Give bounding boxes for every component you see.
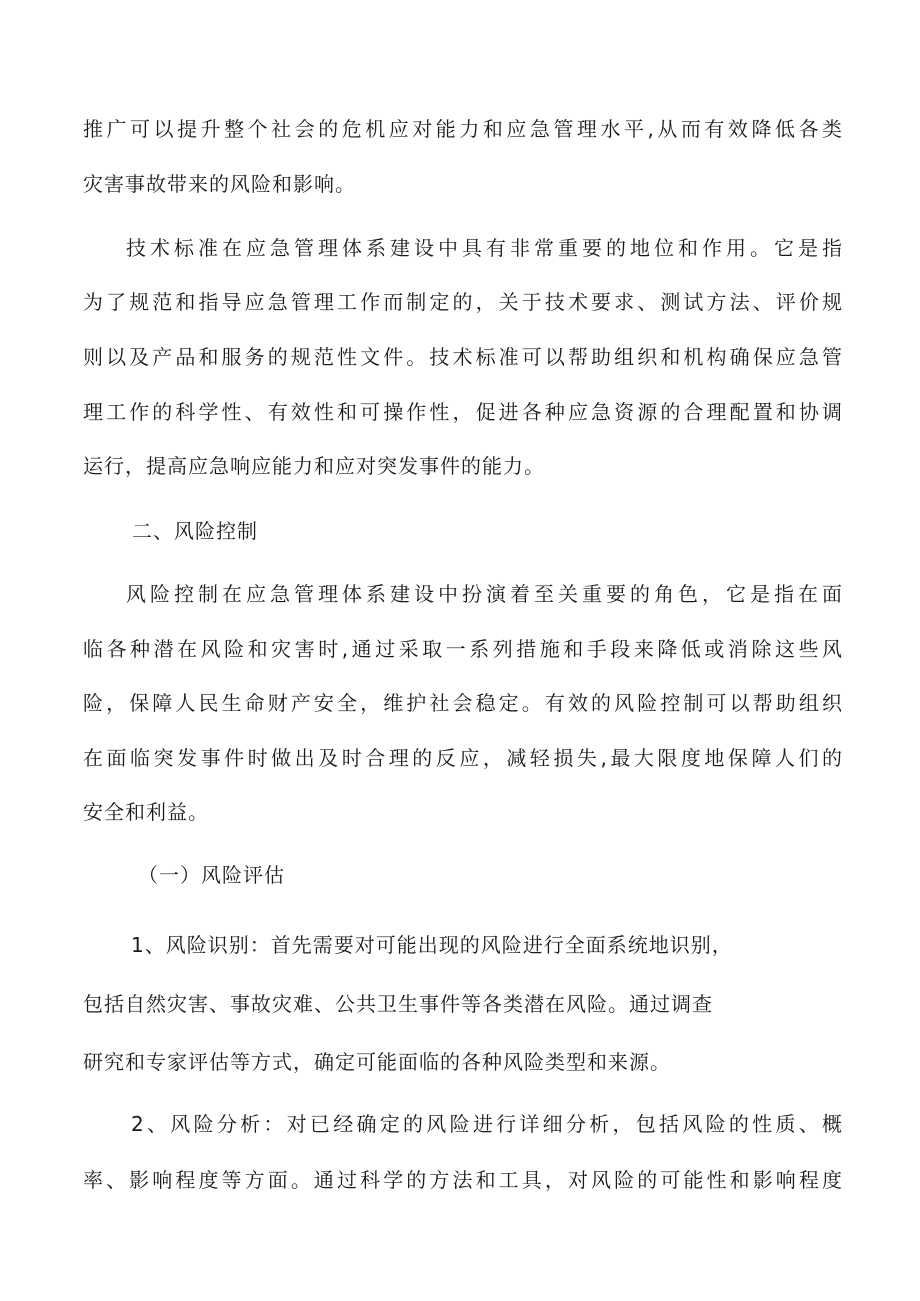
paragraph-line: 在面临突发事件时做出及时合理的反应，减轻损失,最大限度地保障人们的 [83, 746, 843, 770]
list-item-line: 研究和专家评估等方式，确定可能面临的各种风险类型和来源。 [83, 1050, 671, 1074]
paragraph-line: 临各种潜在风险和灾害时,通过采取一系列措施和手段来降低或消除这些风 [83, 637, 843, 661]
list-item-line: 率、影响程度等方面。通过科学的方法和工具，对风险的可能性和影响程度 [83, 1168, 843, 1192]
paragraph-line: 风险控制在应急管理体系建设中扮演着至关重要的角色，它是指在面 [126, 582, 843, 606]
paragraph-line: 灾害事故带来的风险和影响。 [83, 172, 356, 196]
paragraph-line: 理工作的科学性、有效性和可操作性，促进各种应急资源的合理配置和协调 [83, 400, 843, 424]
subsection-title: （一）风险评估 [138, 863, 285, 887]
paragraph-line: 技术标准在应急管理体系建设中具有非常重要的地位和作用。它是指 [126, 236, 843, 260]
list-item-line: 2、风险分析：对已经确定的风险进行详细分析，包括风险的性质、概 [131, 1112, 843, 1136]
paragraph-line: 安全和利益。 [83, 800, 209, 824]
paragraph-line: 险，保障人民生命财产安全，维护社会稳定。有效的风险控制可以帮助组织 [83, 691, 843, 715]
section-title: 二、风险控制 [132, 519, 258, 543]
list-item-line: 1、风险识别：首先需要对可能出现的风险进行全面系统地识别， [131, 933, 733, 957]
paragraph-line: 运行，提高应急响应能力和应对突发事件的能力。 [83, 454, 545, 478]
list-item-line: 包括自然灾害、事故灾难、公共卫生事件等各类潜在风险。通过调查 [83, 992, 713, 1016]
paragraph-line: 为了规范和指导应急管理工作而制定的，关于技术要求、测试方法、评价规 [83, 290, 843, 314]
paragraph-line: 则以及产品和服务的规范性文件。技术标准可以帮助组织和机构确保应急管 [83, 345, 843, 369]
paragraph-line: 推广可以提升整个社会的危机应对能力和应急管理水平,从而有效降低各类 [83, 117, 843, 141]
